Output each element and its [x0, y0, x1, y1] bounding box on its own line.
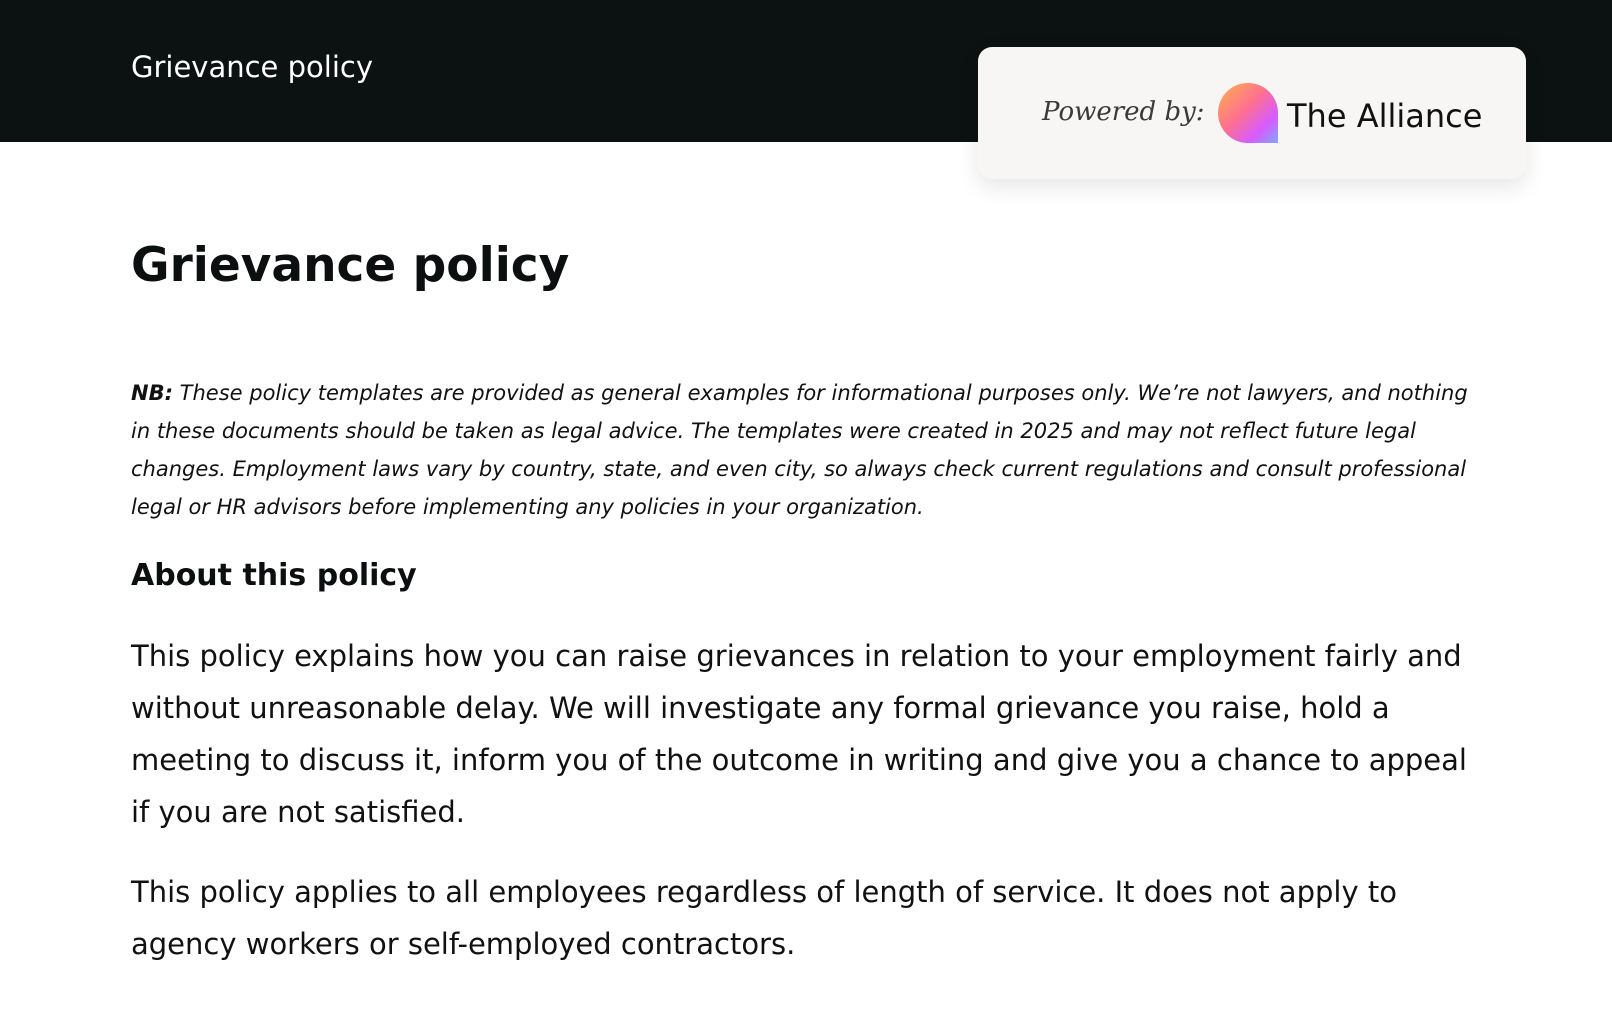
header-title: Grievance policy [131, 50, 373, 84]
brand-name: The Alliance [1287, 97, 1483, 135]
alliance-logo-icon [1218, 83, 1278, 143]
disclaimer-prefix: NB: [131, 381, 173, 405]
disclaimer-note [131, 374, 1481, 526]
policy-paragraph: This policy applies to all employees regardless of length of service. It does not apply to agency workers or self-employed contractors. [131, 875, 1397, 961]
page-title: Grievance policy [131, 238, 570, 293]
policy-paragraph: This policy explains how you can raise grievances in relation to your employment fairly and without unreasonable delay. We will investigate any formal grievance you raise, hold a meeting to discuss it, inform you of the outcome in writing and give you a chance to appeal if you are not satisfied. [131, 639, 1467, 829]
powered-by-card[interactable] [978, 47, 1526, 179]
disclaimer-text: These policy templates are provided as general examples for informational purposes only. We’re not lawyers, and nothing in these documents should be taken as legal advice. The templates were created in 2025 and may not reflect future legal changes. Employment laws vary by country, state, and even city, so always check current regulations and consult professional legal or HR advisors before implementing any policies in your organization. [131, 381, 1468, 519]
document-content [131, 236, 1481, 970]
powered-by-label: Powered by: [1042, 97, 1205, 127]
section-heading-about: About this policy [131, 558, 417, 593]
